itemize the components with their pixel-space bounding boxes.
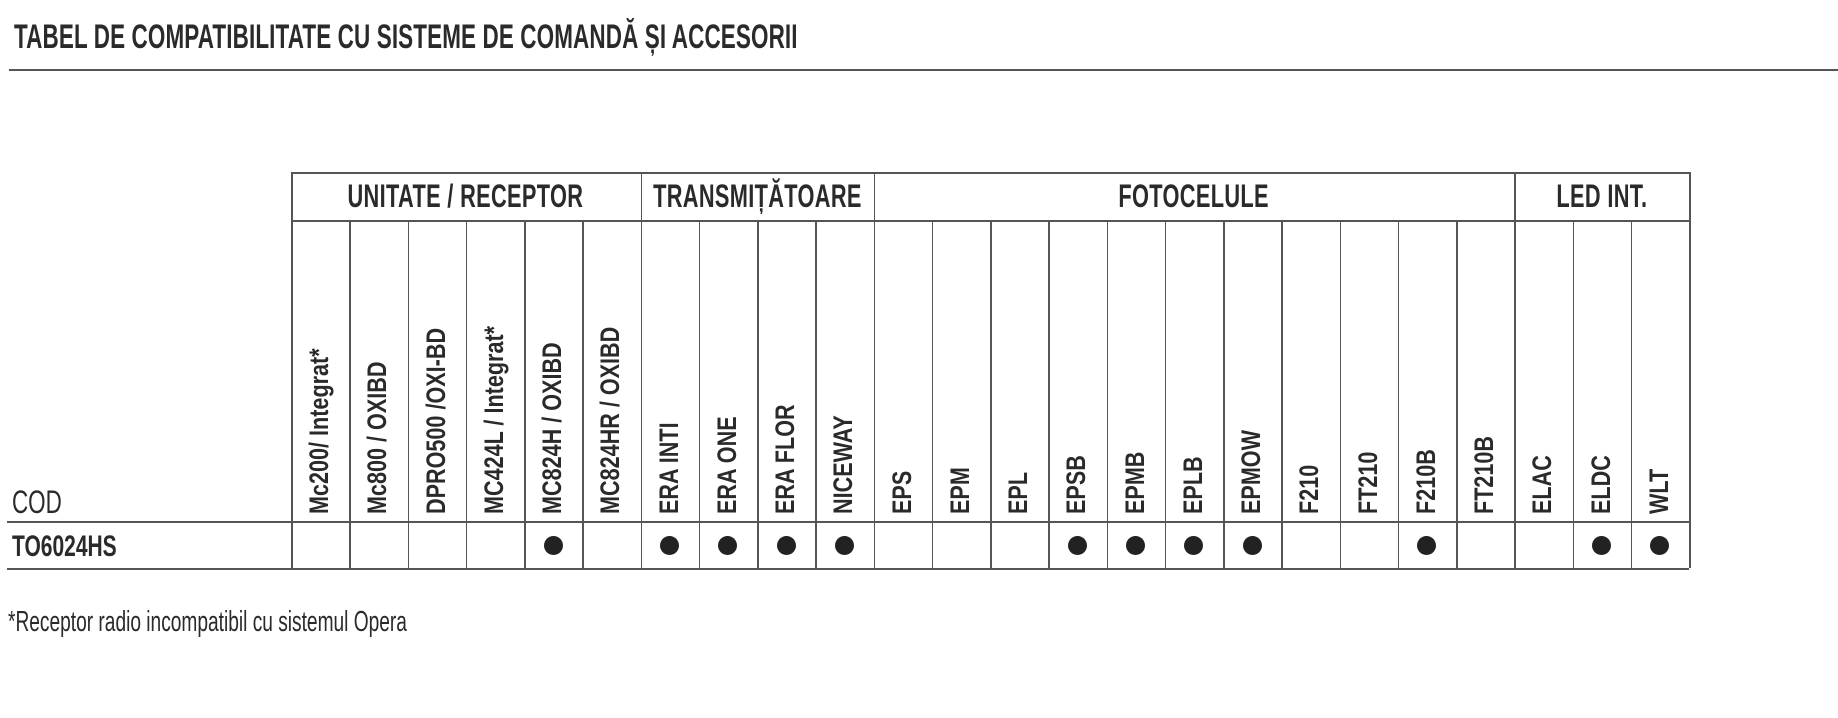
compatible-dot-icon	[1417, 536, 1436, 555]
title-divider	[9, 69, 1838, 71]
column-header-label: EPMB	[1119, 451, 1150, 514]
column-header	[1107, 220, 1165, 520]
column-header-label: Mc800 / OXIBD	[362, 361, 393, 514]
column-header	[641, 220, 699, 520]
column-header	[757, 220, 815, 520]
compatible-dot-icon	[1243, 536, 1262, 555]
column-header-label: ELAC	[1527, 455, 1558, 514]
compatible-dot-icon	[777, 536, 796, 555]
column-header-label: ERA ONE	[711, 416, 742, 514]
column-header-label: EPLB	[1177, 456, 1208, 514]
column-header	[874, 220, 932, 520]
table-cell	[291, 522, 349, 568]
compatible-dot-icon	[660, 536, 679, 555]
column-header	[1573, 220, 1631, 520]
column-header-label: ERA INTI	[653, 422, 684, 514]
column-header-label: MC824HR / OXIBD	[595, 326, 626, 514]
column-header	[1281, 220, 1339, 520]
column-header-label: FT210B	[1469, 435, 1499, 514]
compatible-dot-icon	[718, 536, 737, 555]
compatible-dot-icon	[1068, 536, 1087, 555]
table-cell	[1514, 522, 1572, 568]
table-cell	[1398, 522, 1456, 568]
column-header	[1514, 220, 1572, 520]
column-header	[408, 220, 466, 520]
group-header	[291, 172, 641, 220]
compatible-dot-icon	[1592, 536, 1611, 555]
column-header-label: F210B	[1410, 449, 1441, 514]
column-header-label: EPS	[886, 470, 917, 514]
group-header	[641, 172, 874, 220]
column-header-label: ERA FLOR	[770, 404, 800, 514]
column-header-label: EPM	[944, 467, 975, 514]
column-header-label: F210	[1294, 464, 1325, 514]
table-cell	[1107, 522, 1165, 568]
column-header	[1456, 220, 1514, 520]
column-header-label: EPMOW	[1236, 430, 1266, 514]
column-header-label: WLT	[1643, 468, 1674, 514]
column-header-label: ELDC	[1585, 455, 1616, 514]
table-cell	[1223, 522, 1281, 568]
column-header-label: FT210	[1352, 451, 1383, 514]
column-header	[1398, 220, 1456, 520]
table-cell	[815, 522, 873, 568]
compatible-dot-icon	[544, 536, 563, 555]
table-cell	[641, 522, 699, 568]
table-cell	[1165, 522, 1223, 568]
column-header	[349, 220, 407, 520]
column-header	[1223, 220, 1281, 520]
compatible-dot-icon	[1126, 536, 1145, 555]
table-bottom-border	[7, 568, 1689, 570]
column-header	[466, 220, 524, 520]
table-cell	[349, 522, 407, 568]
compatible-dot-icon	[835, 536, 854, 555]
column-header-label: EPL	[1003, 471, 1033, 514]
column-header	[582, 220, 640, 520]
compatible-dot-icon	[1184, 536, 1203, 555]
table-cell	[524, 522, 582, 568]
column-header	[524, 220, 582, 520]
column-header	[291, 220, 349, 520]
footnote: *Receptor radio incompatibil cu sistemul Opera	[8, 606, 407, 638]
table-cell	[1573, 522, 1631, 568]
table-cell	[582, 522, 640, 568]
column-header	[815, 220, 873, 520]
table-cell	[1048, 522, 1106, 568]
column-header	[1631, 220, 1689, 520]
table-cell	[932, 522, 990, 568]
column-header-label: NICEWAY	[828, 415, 859, 514]
group-header	[1514, 172, 1689, 220]
group-header-label: UNITATE / RECEPTOR	[347, 177, 584, 214]
column-header-label: Mc200/ Integrat*	[304, 348, 334, 514]
page-title: TABEL DE COMPATIBILITATE CU SISTEME DE COMANDĂ ȘI ACCESORII	[14, 18, 798, 56]
table-cell	[990, 522, 1048, 568]
column-header	[1340, 220, 1398, 520]
column-header	[699, 220, 757, 520]
table-cell	[699, 522, 757, 568]
table-cell	[1456, 522, 1514, 568]
table-cell	[1631, 522, 1689, 568]
column-header	[1165, 220, 1223, 520]
column-header-label: DPRO500 /OXI-BD	[420, 327, 451, 514]
column-header-label: EPSB	[1061, 455, 1092, 514]
table-cell	[466, 522, 524, 568]
group-header-label: LED INT.	[1556, 177, 1648, 214]
column-header	[932, 220, 990, 520]
compatible-dot-icon	[1650, 536, 1669, 555]
group-header	[874, 172, 1515, 220]
table-cell	[1340, 522, 1398, 568]
group-header-label: TRANSMIȚĂTOARE	[652, 177, 862, 214]
group-header-label: FOTOCELULE	[1118, 177, 1270, 214]
table-cell	[408, 522, 466, 568]
cod-header-label: COD	[12, 484, 62, 520]
column-header	[990, 220, 1048, 520]
table-cell	[1281, 522, 1339, 568]
column-header	[1048, 220, 1106, 520]
column-header-label: MC424L / Integrat*	[478, 325, 509, 514]
table-cell	[757, 522, 815, 568]
group-vertical-line	[1689, 172, 1691, 568]
row-code: TO6024HS	[12, 530, 117, 563]
column-header-label: MC824H / OXIBD	[537, 342, 567, 514]
table-cell	[874, 522, 932, 568]
